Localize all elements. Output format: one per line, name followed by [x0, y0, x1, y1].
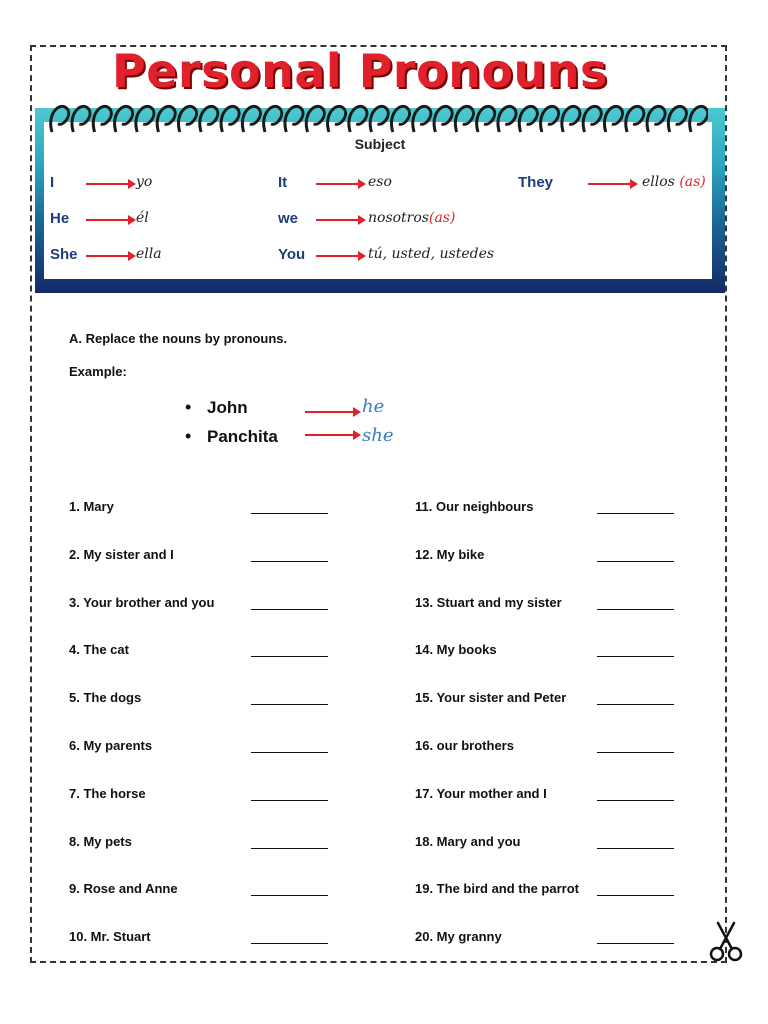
answer-blank[interactable]: [597, 895, 674, 896]
spiral-ring: [391, 106, 409, 132]
spanish-ella: ella: [136, 246, 162, 262]
right-arrow-icon: [86, 177, 136, 191]
spiral-ring: [178, 106, 196, 132]
pronoun-they: They: [518, 174, 554, 191]
spiral-ring: [242, 106, 260, 132]
exercise-item-label: 4. The cat: [69, 642, 129, 657]
pronoun-we: we: [278, 210, 299, 227]
spiral-ring: [434, 106, 452, 132]
spiral-ring: [221, 106, 239, 132]
answer-blank[interactable]: [597, 752, 674, 753]
spanish-nosotros-suffix: (as): [429, 210, 456, 226]
spiral-ring: [562, 106, 580, 132]
answer-blank[interactable]: [597, 561, 674, 562]
spiral-ring: [349, 106, 367, 132]
answer-blank[interactable]: [251, 848, 328, 849]
spiral-ring: [604, 106, 622, 132]
page-title: Personal Pronouns: [112, 44, 608, 98]
answer-blank[interactable]: [251, 895, 328, 896]
spiral-ring: [413, 106, 431, 132]
exercise-item-label: 13. Stuart and my sister: [415, 595, 562, 610]
exercise-item-label: 17. Your mother and I: [415, 786, 547, 801]
pronoun-she: She: [50, 246, 78, 263]
spiral-ring: [498, 106, 516, 132]
exercise-item-label: 20. My granny: [415, 929, 502, 944]
exercise-item-label: 10. Mr. Stuart: [69, 929, 151, 944]
right-arrow-icon: [316, 177, 366, 191]
answer-blank[interactable]: [251, 704, 328, 705]
answer-blank[interactable]: [597, 704, 674, 705]
pronoun-he: He: [50, 210, 70, 227]
exercise-item-label: 8. My pets: [69, 834, 132, 849]
spiral-ring: [690, 106, 708, 132]
spiral-ring: [200, 106, 218, 132]
spiral-ring: [136, 106, 154, 132]
spanish-eso: eso: [368, 174, 392, 190]
spanish-tu-usted-ustedes: tú, usted, ustedes: [368, 246, 495, 262]
exercise-item-label: 7. The horse: [69, 786, 146, 801]
spiral-ring: [370, 106, 388, 132]
exercise-item-label: 3. Your brother and you: [69, 595, 215, 610]
exercise-item-label: 19. The bird and the parrot: [415, 881, 579, 896]
example-noun-panchita: Panchita: [207, 427, 278, 446]
exercise-item-label: 12. My bike: [415, 547, 485, 562]
spiral-ring: [72, 106, 90, 132]
answer-blank[interactable]: [597, 513, 674, 514]
answer-blank[interactable]: [597, 609, 674, 610]
example-label: Example:: [69, 364, 127, 379]
spiral-binding-icon: [48, 96, 708, 140]
spiral-ring: [647, 106, 665, 132]
spanish-ellos-suffix: (as): [679, 174, 706, 190]
bullet-icon: •: [185, 397, 192, 417]
right-arrow-icon: [316, 249, 366, 263]
answer-blank[interactable]: [597, 848, 674, 849]
right-arrow-icon: [305, 428, 361, 442]
spiral-ring: [583, 106, 601, 132]
exercise-item-label: 15. Your sister and Peter: [415, 690, 567, 705]
pronoun-you: You: [278, 246, 306, 263]
exercise-item-label: 5. The dogs: [69, 690, 142, 705]
spanish-el: él: [136, 210, 149, 226]
bullet-icon: •: [185, 426, 192, 446]
exercise-item-label: 18. Mary and you: [415, 834, 521, 849]
exercise-item-label: 9. Rose and Anne: [69, 881, 178, 896]
spiral-ring: [157, 106, 175, 132]
right-arrow-icon: [305, 405, 361, 419]
right-arrow-icon: [86, 213, 136, 227]
pronoun-i: I: [50, 174, 55, 191]
right-arrow-icon: [588, 177, 638, 191]
example-answer-she: she: [362, 425, 394, 446]
spiral-ring: [455, 106, 473, 132]
spanish-nosotros: nosotros(as): [368, 210, 456, 226]
exercise-item-label: 6. My parents: [69, 738, 153, 753]
spiral-ring: [541, 106, 559, 132]
spiral-ring: [115, 106, 133, 132]
spiral-ring: [668, 106, 686, 132]
section-a-instruction: A. Replace the nouns by pronouns.: [69, 331, 288, 346]
answer-blank[interactable]: [597, 943, 674, 944]
spiral-ring: [626, 106, 644, 132]
answer-blank[interactable]: [251, 943, 328, 944]
pronoun-it: It: [278, 174, 288, 191]
spiral-ring: [328, 106, 346, 132]
exercise-item-label: 2. My sister and I: [69, 547, 174, 562]
exercise-item-label: 14. My books: [415, 642, 497, 657]
spiral-ring: [51, 106, 69, 132]
answer-blank[interactable]: [251, 609, 328, 610]
answer-blank[interactable]: [251, 752, 328, 753]
answer-blank[interactable]: [251, 513, 328, 514]
spanish-yo: yo: [136, 174, 153, 190]
right-arrow-icon: [86, 249, 136, 263]
answer-blank[interactable]: [597, 800, 674, 801]
spanish-ellos: ellos (as): [642, 174, 706, 190]
spiral-ring: [306, 106, 324, 132]
subject-heading: Subject: [354, 136, 406, 152]
exercise-item-label: 16. our brothers: [415, 738, 514, 753]
spiral-ring: [477, 106, 495, 132]
example-answer-he: he: [362, 396, 385, 417]
answer-blank[interactable]: [251, 656, 328, 657]
example-noun-john: John: [207, 398, 248, 417]
answer-blank[interactable]: [251, 800, 328, 801]
spiral-ring: [519, 106, 537, 132]
spiral-ring: [264, 106, 282, 132]
right-arrow-icon: [316, 213, 366, 227]
scissors-icon: [708, 921, 744, 963]
exercise-item-label: 1. Mary: [69, 499, 114, 514]
answer-blank[interactable]: [597, 656, 674, 657]
exercise-item-label: 11. Our neighbours: [415, 499, 534, 514]
spiral-ring: [93, 106, 111, 132]
spiral-ring: [285, 106, 303, 132]
answer-blank[interactable]: [251, 561, 328, 562]
